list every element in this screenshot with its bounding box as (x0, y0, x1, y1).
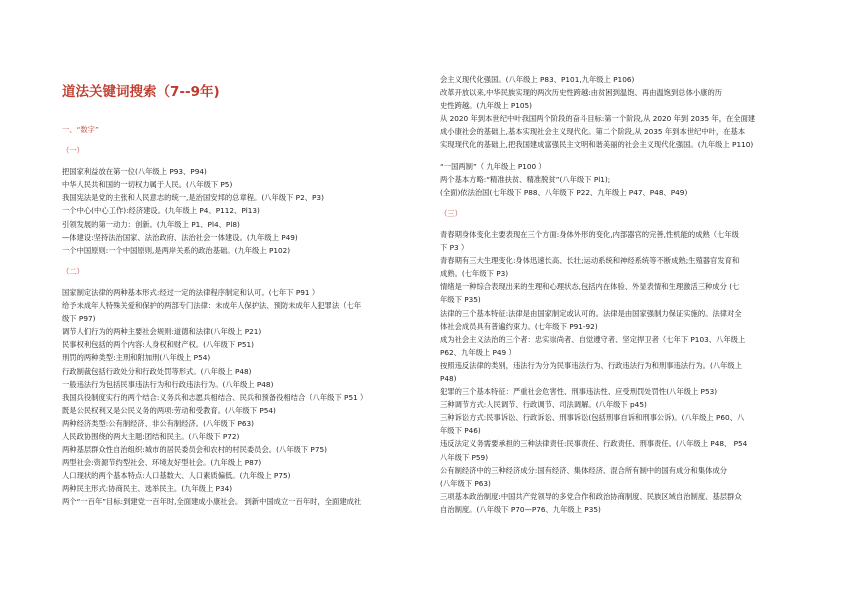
spacer (62, 157, 432, 165)
text-line: 一个中国原则:一个中国原则,是两岸关系的政治基础。(九年级上 P102) (62, 245, 291, 255)
text-line: 人民政协围绕的两大主题:团结和民主。(八年级下 P72) (62, 431, 240, 441)
left-column (62, 84, 432, 509)
text-line: 两种经济类型:公有制经济、非公有制经济。(八年级下 P63) (62, 418, 254, 428)
text-line: 会主义现代化强国。(八年级上 P83、P101,九年级上 P106) (440, 75, 635, 84)
spacer (62, 257, 432, 265)
page-title: 道法关键词搜索（7--9年) (62, 84, 220, 100)
text-line: 两种基层群众性自治组织:城市的居民委员会和农村的村民委员会。(八年级下 P75) (62, 445, 327, 455)
text-line: 青春期有三大生理变化:身体迅速长高、长壮;运动系统和神经系统等不断成熟;生殖器官发育和 (440, 256, 740, 266)
text-line: 我国兵役制度实行的两个结合:义务兵和志愿兵相结合、民兵和预备役相结合（八年级下 P51 ） (62, 392, 368, 402)
text-line: 违反法定义务需要承担的三种法律责任:民事责任、行政责任、刑事责任。(八年级上 P48、 P54 (440, 439, 748, 449)
text-line: 成小康社会的基础上,基本实现社会主义现代化。第二个阶段,从 2035 年到本世纪中叶，在基本 (440, 127, 746, 137)
text-line: —体建设:坚持法治国家、法治政府、法治社会一体建设。(九年级上 P49) (62, 232, 298, 242)
text-line: 级下 P97) (62, 314, 96, 324)
text-line: (全面)依法治国(七年级下 P88、八年级下 P22、九年级上 P47、P48、P49) (440, 187, 688, 197)
text-line: 既是公民权利又是公民义务的两项:劳动和受教育。(八年级下 P54) (62, 405, 276, 415)
text-line: 八年级下 P59) (440, 452, 489, 462)
text-line: 年级下 P46) (440, 426, 481, 436)
text-line: 按照违反法律的类别，违法行为分为民事违法行为、行政违法行为和刑事违法行为。(八年级上 (440, 360, 743, 370)
section-heading: （三） (440, 208, 462, 218)
text-line: 一个中心(中心工作):经济建设。(九年级上 P4、P112、Pl13) (62, 206, 260, 216)
text-line: 三种诉讼方式:民事诉讼、行政诉讼、刑事诉讼(包括刑事自诉和刑事公诉)。(八年级上 P60、八 (440, 413, 745, 423)
text-line: 调节人们行为的两种主要社会规则:道德和法律(八年级上 P21) (62, 327, 262, 337)
text-line: 行政制裁包括行政处分和行政处罚等形式。(八年级上 P48) (62, 366, 252, 376)
text-line: 把国家利益放在第一位(八年级上 P93、P94) (62, 167, 207, 177)
text-line: 成熟。(七年级下 P3) (440, 269, 509, 279)
section-heading: 一、“数字” (62, 125, 99, 134)
right-column (440, 73, 815, 516)
text-line: 成为社会主义法治的三个者：忠实崇尚者、自觉遵守者、坚定捍卫者（七年下 P103、八年级上 (440, 334, 746, 344)
text-line: 我国宪法是党的主张和人民意志的统一,是治国安邦的总章程。(八年级下 P2、P3) (62, 193, 324, 203)
text-line: 两型社会:资源节约型社会、环境友好型社会。(九年级上 P87) (62, 458, 262, 468)
text-line: 年级下 P35) (440, 295, 481, 305)
text-line: 公有制经济中的三种经济成分:国有经济、集体经济、混合所有制中的国有成分和集体成分 (440, 465, 728, 475)
text-line: (八年级下 P63) (440, 478, 491, 488)
text-line: 两种民主形式:协商民主、选举民主。(九年级上 P34) (62, 484, 233, 494)
spacer (62, 278, 432, 286)
spacer (440, 199, 815, 207)
text-line: 两个基本方略:“精准扶贫、精准脱贫”(八年级下 Pl1); (440, 174, 611, 184)
text-line: 国家制定法律的两种基本形式:经过一定的法律程序制定和认可。(七年下 P91 ） (62, 287, 320, 297)
text-line: 体社会成员具有普遍约束力。(七年级下 P91-92) (440, 321, 598, 331)
text-line: 中华人民共和国的一切权力属于人民。(八年级下 P5) (62, 180, 233, 190)
spacer (62, 136, 432, 144)
text-line: 一般违法行为包括民事违法行为和行政违法行为。(八年级上 P48) (62, 379, 274, 389)
text-line: “一国两制”（ 九年级上 P100 ） (440, 161, 546, 171)
text-line: 引领发展的第一动力：创新。(九年级上 P1、Pl4、Pl8) (62, 219, 240, 229)
text-line: 两个“一百年”目标:到建党一百年时,全面建成小康社会。 到新中国成立一百年时，全面建成社 (62, 497, 362, 507)
text-line: 法律的三个基本特征:法律是由国家制定或认可的。法律是由国家强制力保证实施的。法律对全 (440, 308, 742, 318)
text-line: 史性跨越。(九年级上 P105) (440, 101, 533, 111)
text-line: 自治制度。(八年级下 P70—P76、九年级上 P35) (440, 504, 601, 514)
text-line: 刑罚的两种类型:主刑和附加刑(八年级上 P54) (62, 353, 211, 363)
text-line: 三项基本政治制度:中国共产党领导的多党合作和政治协商制度、民族区域自治制度、基层群众 (440, 491, 742, 501)
text-line: 改革开放以来,中华民族实现的两次历史性跨越:由贫困到温饱、再由温饱到总体小康的历 (440, 88, 723, 98)
text-line: 从 2020 年到本世纪中叶我国两个阶段的奋斗目标:第一个阶段,从 2020 年到 2035 年，在全面建 (440, 114, 756, 124)
text-line: 实现现代化的基础上,把我国建成富强民主文明和谐美丽的社会主义现代化强国。(九年级上 P110) (440, 140, 754, 150)
text-line: 给予未成年人特殊关爱和保护的两部专门法律：未成年人保护法、预防未成年人犯罪法（七年 (62, 301, 362, 311)
spacer (440, 152, 815, 160)
text-line: 青春期身体变化主要表现在三个方面:身体外形的变化,内部器官的完善,性机能的成熟（七年级 (440, 229, 739, 239)
text-line: P48) (440, 373, 457, 383)
text-line: 民事权利包括的两个内容:人身权和财产权。(八年级下 P51) (62, 340, 254, 350)
text-line: 下 P3 ） (440, 243, 469, 253)
text-line: 情绪是一种综合表现出来的生理和心理状态,包括内在体验、外显表情和生理激活三种成分 (七 (440, 282, 740, 292)
text-line: 人口现状的两个基本特点:人口基数大、人口素质偏低。(九年级上 P75) (62, 471, 291, 481)
text-line: 犯罪的三个基本特征：严重社会危害性、刑事违法性、应受刑罚处罚性(八年级上 P53) (440, 387, 718, 397)
spacer (440, 220, 815, 228)
section-heading: （一） (62, 146, 84, 156)
text-line: 三种调节方式:人民调节、行政调节、司法调解。(八年级下 p45) (440, 400, 647, 410)
text-line: P62、九年级上 P49 ） (440, 347, 516, 357)
section-heading: （二） (62, 266, 84, 276)
